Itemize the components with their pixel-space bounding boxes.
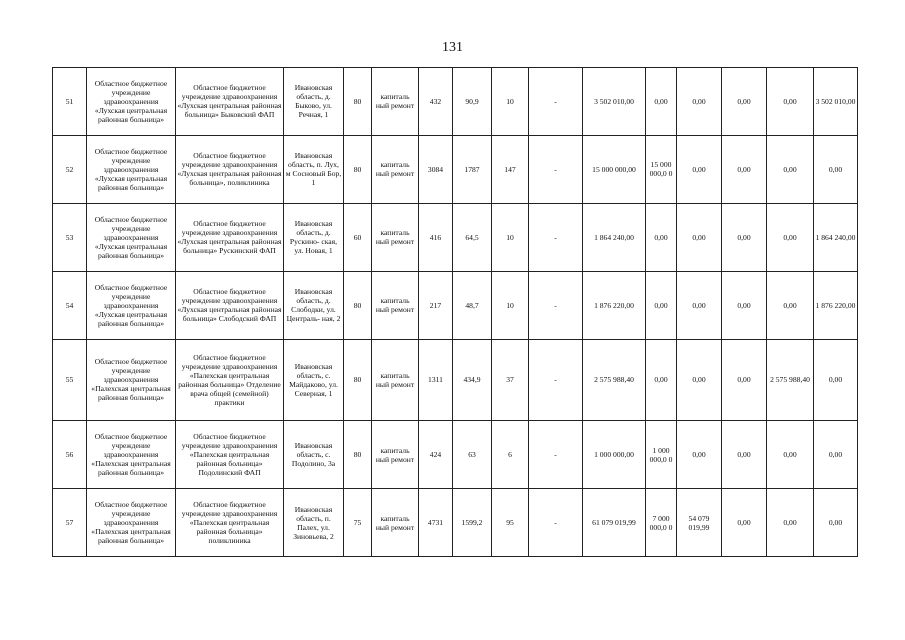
people-count-cell: 37 xyxy=(492,339,529,420)
year-2-cost-cell: 54 079 019,99 xyxy=(677,489,722,557)
year-3-cost-cell: 0,00 xyxy=(722,135,767,203)
year-4-cost-cell: 0,00 xyxy=(767,203,814,271)
facility-cell: Областное бюджетное учреждение здравоохранения «Лухская центральная районная больница» Быковский ФАП xyxy=(176,68,284,136)
year-3-cost-cell: 0,00 xyxy=(722,421,767,489)
row-number-cell: 56 xyxy=(53,421,87,489)
empty-dash-cell: - xyxy=(529,421,583,489)
table-row xyxy=(53,339,858,420)
page-number: 131 xyxy=(442,40,463,55)
year-5-cost-cell: 0,00 xyxy=(814,421,858,489)
empty-dash-cell: - xyxy=(529,68,583,136)
facility-cell: Областное бюджетное учреждение здравоохранения «Лухская центральная районная больница» Слободский ФАП xyxy=(176,271,284,339)
year-2-cost-cell: 0,00 xyxy=(677,421,722,489)
year-5-cost-cell: 0,00 xyxy=(814,489,858,557)
facility-cell: Областное бюджетное учреждение здравоохранения «Палехская центральная районная больница» поликлиника xyxy=(176,489,284,557)
address-cell: Ивановская область, д. Рускино- ская, ул. Новая, 1 xyxy=(284,203,344,271)
customer-cell: Областное бюджетное учреждение здравоохранения «Лухская центральная районная больница» xyxy=(87,203,176,271)
facilities-table xyxy=(52,67,858,557)
row-number-cell: 52 xyxy=(53,135,87,203)
people-count-cell: 147 xyxy=(492,135,529,203)
year-2-cost-cell: 0,00 xyxy=(677,203,722,271)
total-cost-cell: 61 079 019,99 xyxy=(583,489,646,557)
table-row xyxy=(53,271,858,339)
table-row xyxy=(53,203,858,271)
area-secondary-cell: 48,7 xyxy=(453,271,492,339)
people-count-cell: 10 xyxy=(492,68,529,136)
area-secondary-cell: 63 xyxy=(453,421,492,489)
area-cell: 4731 xyxy=(419,489,453,557)
year-1-cost-cell: 1 000 000,0 0 xyxy=(646,421,677,489)
area-secondary-cell: 64,5 xyxy=(453,203,492,271)
area-cell: 1311 xyxy=(419,339,453,420)
row-number-cell: 54 xyxy=(53,271,87,339)
wear-percent-cell: 80 xyxy=(344,271,372,339)
wear-percent-cell: 80 xyxy=(344,421,372,489)
address-cell: Ивановская область, с. Майдаково, ул. Северная, 1 xyxy=(284,339,344,420)
year-1-cost-cell: 0,00 xyxy=(646,68,677,136)
address-cell: Ивановская область, п. Палех, ул. Зиновьева, 2 xyxy=(284,489,344,557)
empty-dash-cell: - xyxy=(529,271,583,339)
people-count-cell: 10 xyxy=(492,203,529,271)
year-3-cost-cell: 0,00 xyxy=(722,68,767,136)
area-cell: 416 xyxy=(419,203,453,271)
year-5-cost-cell: 1 876 220,00 xyxy=(814,271,858,339)
year-3-cost-cell: 0,00 xyxy=(722,271,767,339)
year-4-cost-cell: 0,00 xyxy=(767,271,814,339)
address-cell: Ивановская область, с. Подолино, 3а xyxy=(284,421,344,489)
address-cell: Ивановская область, д. Быково, ул. Речная, 1 xyxy=(284,68,344,136)
year-5-cost-cell: 3 502 010,00 xyxy=(814,68,858,136)
total-cost-cell: 1 000 000,00 xyxy=(583,421,646,489)
year-3-cost-cell: 0,00 xyxy=(722,489,767,557)
year-2-cost-cell: 0,00 xyxy=(677,135,722,203)
total-cost-cell: 15 000 000,00 xyxy=(583,135,646,203)
facility-cell: Областное бюджетное учреждение здравоохранения «Палехская центральная районная больница» Подолинский ФАП xyxy=(176,421,284,489)
customer-cell: Областное бюджетное учреждение здравоохранения «Палехская центральная районная больница» xyxy=(87,421,176,489)
year-4-cost-cell: 0,00 xyxy=(767,135,814,203)
address-cell: Ивановская область, д. Слободки, ул. Централь- ная, 2 xyxy=(284,271,344,339)
year-1-cost-cell: 0,00 xyxy=(646,203,677,271)
year-1-cost-cell: 0,00 xyxy=(646,271,677,339)
work-type-cell: капиталь ный ремонт xyxy=(372,203,419,271)
table-row xyxy=(53,68,858,136)
total-cost-cell: 1 864 240,00 xyxy=(583,203,646,271)
area-cell: 424 xyxy=(419,421,453,489)
work-type-cell: капиталь ный ремонт xyxy=(372,339,419,420)
table-row xyxy=(53,489,858,557)
year-5-cost-cell: 0,00 xyxy=(814,135,858,203)
facility-cell: Областное бюджетное учреждение здравоохранения «Лухская центральная районная больница», поликлиника xyxy=(176,135,284,203)
empty-dash-cell: - xyxy=(529,489,583,557)
area-secondary-cell: 434,9 xyxy=(453,339,492,420)
work-type-cell: капиталь ный ремонт xyxy=(372,68,419,136)
table-row xyxy=(53,135,858,203)
year-4-cost-cell: 0,00 xyxy=(767,68,814,136)
year-5-cost-cell: 0,00 xyxy=(814,339,858,420)
table-row xyxy=(53,421,858,489)
work-type-cell: капиталь ный ремонт xyxy=(372,421,419,489)
year-3-cost-cell: 0,00 xyxy=(722,339,767,420)
year-5-cost-cell: 1 864 240,00 xyxy=(814,203,858,271)
row-number-cell: 51 xyxy=(53,68,87,136)
year-1-cost-cell: 7 000 000,0 0 xyxy=(646,489,677,557)
empty-dash-cell: - xyxy=(529,203,583,271)
year-2-cost-cell: 0,00 xyxy=(677,68,722,136)
year-1-cost-cell: 0,00 xyxy=(646,339,677,420)
area-cell: 217 xyxy=(419,271,453,339)
people-count-cell: 6 xyxy=(492,421,529,489)
area-cell: 432 xyxy=(419,68,453,136)
area-secondary-cell: 90,9 xyxy=(453,68,492,136)
total-cost-cell: 3 502 010,00 xyxy=(583,68,646,136)
customer-cell: Областное бюджетное учреждение здравоохранения «Лухская центральная районная больница» xyxy=(87,135,176,203)
wear-percent-cell: 80 xyxy=(344,135,372,203)
year-4-cost-cell: 0,00 xyxy=(767,489,814,557)
people-count-cell: 95 xyxy=(492,489,529,557)
wear-percent-cell: 80 xyxy=(344,68,372,136)
year-4-cost-cell: 0,00 xyxy=(767,421,814,489)
year-2-cost-cell: 0,00 xyxy=(677,271,722,339)
customer-cell: Областное бюджетное учреждение здравоохранения «Палехская центральная районная больница» xyxy=(87,339,176,420)
empty-dash-cell: - xyxy=(529,339,583,420)
work-type-cell: капиталь ный ремонт xyxy=(372,135,419,203)
row-number-cell: 57 xyxy=(53,489,87,557)
wear-percent-cell: 75 xyxy=(344,489,372,557)
wear-percent-cell: 60 xyxy=(344,203,372,271)
facility-cell: Областное бюджетное учреждение здравоохранения «Палехская центральная районная больница» Отделение врача общей (семейной) практики xyxy=(176,339,284,420)
total-cost-cell: 2 575 988,40 xyxy=(583,339,646,420)
row-number-cell: 55 xyxy=(53,339,87,420)
row-number-cell: 53 xyxy=(53,203,87,271)
total-cost-cell: 1 876 220,00 xyxy=(583,271,646,339)
address-cell: Ивановская область, п. Лух, м Сосновый Бор, 1 xyxy=(284,135,344,203)
facility-cell: Областное бюджетное учреждение здравоохранения «Лухская центральная районная больница» Рускинский ФАП xyxy=(176,203,284,271)
year-2-cost-cell: 0,00 xyxy=(677,339,722,420)
year-3-cost-cell: 0,00 xyxy=(722,203,767,271)
area-secondary-cell: 1787 xyxy=(453,135,492,203)
people-count-cell: 10 xyxy=(492,271,529,339)
year-1-cost-cell: 15 000 000,0 0 xyxy=(646,135,677,203)
area-secondary-cell: 1599,2 xyxy=(453,489,492,557)
work-type-cell: капиталь ный ремонт xyxy=(372,489,419,557)
work-type-cell: капиталь ный ремонт xyxy=(372,271,419,339)
customer-cell: Областное бюджетное учреждение здравоохранения «Лухская центральная районная больница» xyxy=(87,271,176,339)
year-4-cost-cell: 2 575 988,40 xyxy=(767,339,814,420)
customer-cell: Областное бюджетное учреждение здравоохранения «Палехская центральная районная больница» xyxy=(87,489,176,557)
wear-percent-cell: 80 xyxy=(344,339,372,420)
area-cell: 3084 xyxy=(419,135,453,203)
customer-cell: Областное бюджетное учреждение здравоохранения «Лухская центральная районная больница» xyxy=(87,68,176,136)
empty-dash-cell: - xyxy=(529,135,583,203)
